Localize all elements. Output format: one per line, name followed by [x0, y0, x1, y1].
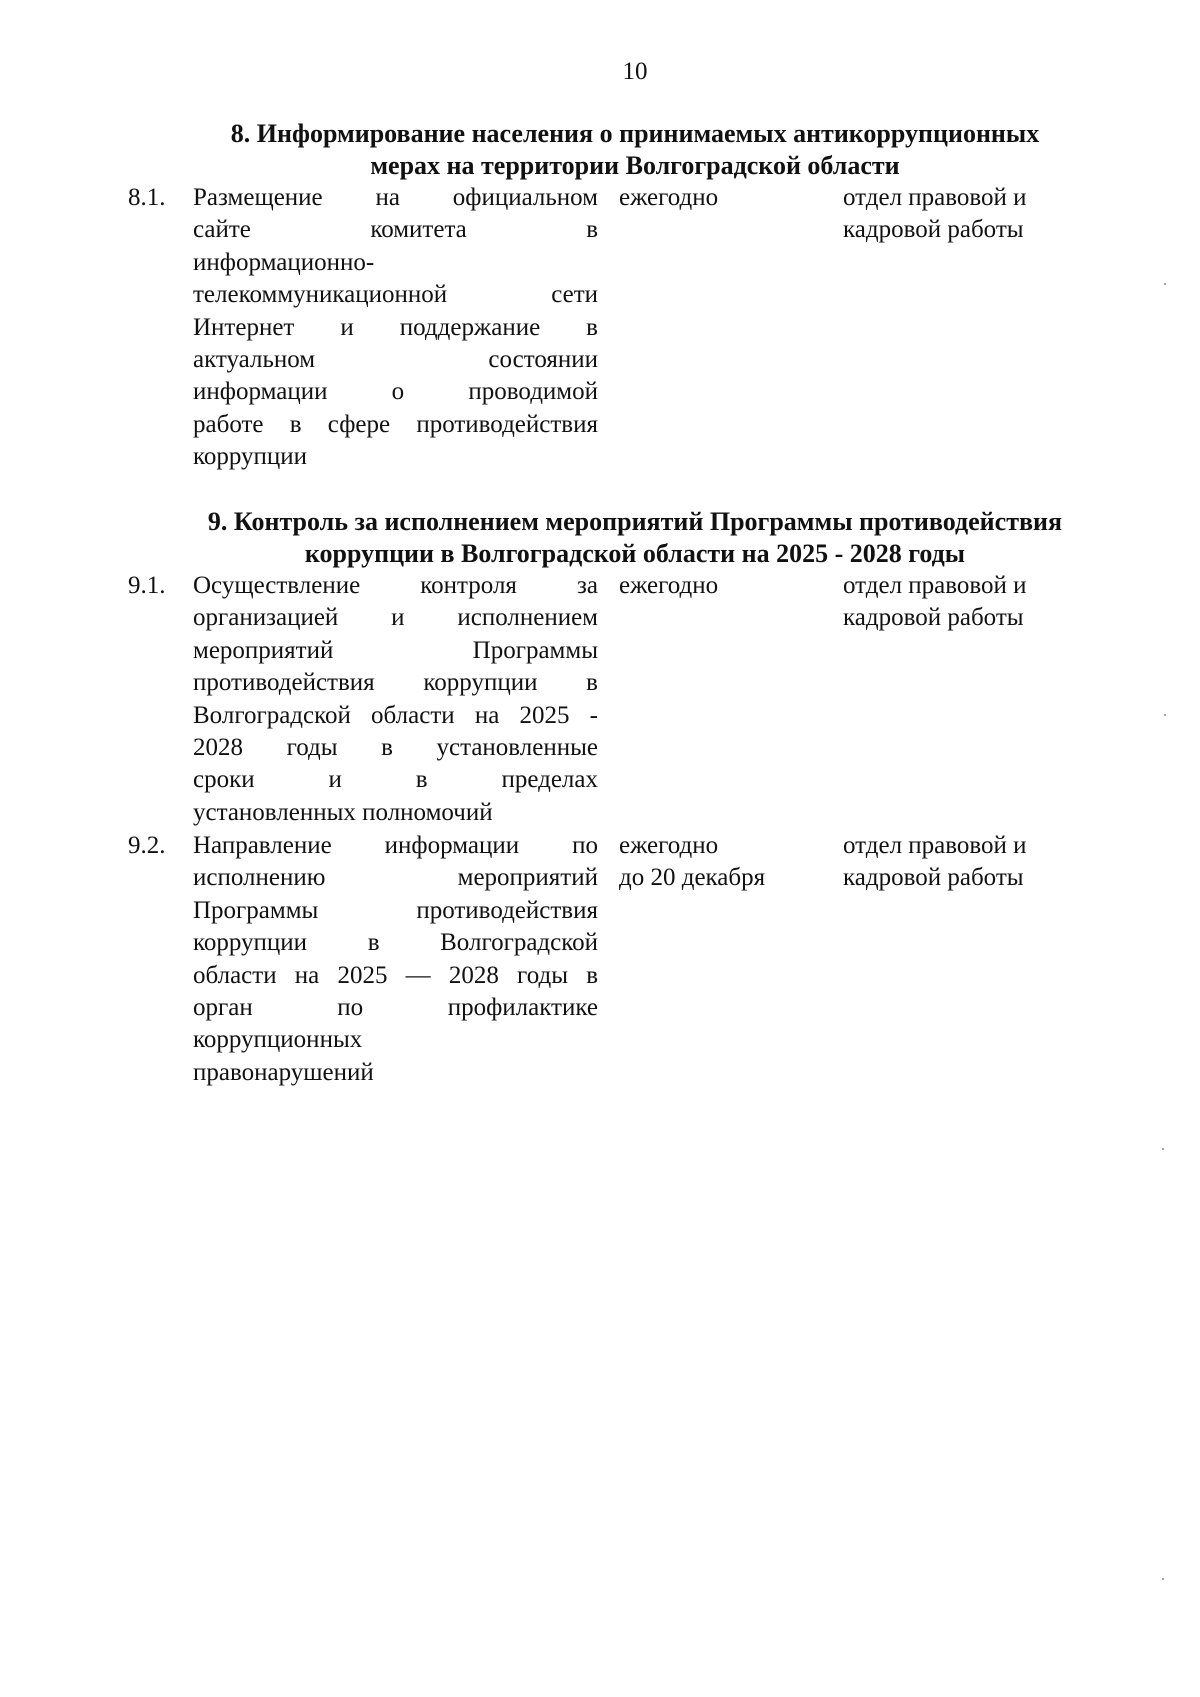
term-line: ежегодно	[619, 572, 719, 599]
row-responsible	[843, 570, 1083, 635]
row-responsible	[843, 182, 1083, 247]
section-heading-line: коррупции в Волгоградской области на 2025 - 2028 годы	[304, 539, 966, 568]
row-term	[619, 830, 829, 895]
description-line: правонарушений	[193, 1058, 374, 1086]
description-line: актуальном состоянии	[193, 346, 598, 374]
responsible-line: отдел правовой и	[843, 184, 1027, 211]
description-line: 2028 годы в установленные	[193, 734, 598, 762]
row-number: 8.1.	[128, 184, 166, 211]
responsible-line: кадровой работы	[843, 604, 1024, 632]
description-line: исполнению мероприятий	[193, 864, 598, 892]
responsible-line: кадровой работы	[843, 216, 1024, 244]
table-row	[0, 182, 1200, 482]
description-line: коррупции	[193, 443, 308, 471]
row-term	[619, 182, 829, 214]
row-number: 9.1.	[128, 572, 166, 599]
section-heading-line: 8. Информирование населения о принимаемых антикоррупционных	[230, 119, 1040, 148]
row-description	[193, 570, 598, 829]
description-line: Программы противодействия	[193, 896, 598, 924]
description-line: Интернет и поддержание в	[193, 313, 598, 341]
description-line: работе в сфере противодействия	[193, 410, 598, 438]
scan-speck	[1162, 1148, 1164, 1150]
section-heading	[0, 506, 1200, 570]
description-line: коррупционных	[193, 1026, 363, 1054]
scan-speck	[1164, 283, 1166, 285]
description-line: организацией и исполнением	[193, 604, 598, 632]
description-line: орган по профилактике	[193, 994, 598, 1022]
term-line: ежегодно	[619, 184, 719, 211]
description-line: Волгоградской области на 2025 -	[193, 701, 598, 729]
row-description	[193, 830, 598, 1089]
description-line: коррупции в Волгоградской	[193, 929, 598, 957]
description-line: мероприятий Программы	[193, 636, 598, 664]
page-number: 10	[622, 58, 648, 85]
section-heading-line: мерах на территории Волгоградской области	[370, 151, 900, 180]
description-line: установленных полномочий	[193, 798, 493, 826]
description-line: Направление информации по	[193, 832, 598, 859]
section-heading	[0, 118, 1200, 182]
row-term	[619, 570, 829, 602]
scan-speck	[1164, 714, 1166, 716]
description-line: телекоммуникационной сети	[193, 281, 598, 309]
description-line: сайте комитета в	[193, 216, 598, 244]
description-line: Осуществление контроля за	[193, 572, 598, 599]
table-row	[0, 570, 1200, 830]
term-line: до 20 декабря	[619, 864, 766, 892]
description-line: противодействия коррупции в	[193, 669, 598, 697]
description-line: области на 2025 — 2028 годы в	[193, 961, 598, 989]
description-line: информационно-	[193, 248, 375, 276]
section-8	[0, 118, 1200, 482]
row-number: 9.2.	[128, 832, 166, 859]
row-responsible	[843, 830, 1083, 895]
section-9	[0, 506, 1200, 1100]
description-line: сроки и в пределах	[193, 766, 598, 794]
term-line: ежегодно	[619, 832, 719, 859]
responsible-line: отдел правовой и	[843, 572, 1027, 599]
responsible-line: отдел правовой и	[843, 832, 1027, 859]
description-line: Размещение на официальном	[193, 184, 598, 211]
section-heading-line: 9. Контроль за исполнением мероприятий Программы противодействия	[207, 507, 1063, 536]
description-line: информации о проводимой	[193, 378, 598, 406]
table-row	[0, 830, 1200, 1100]
scan-speck	[1162, 1578, 1164, 1580]
responsible-line: кадровой работы	[843, 864, 1024, 892]
row-description	[193, 182, 598, 474]
